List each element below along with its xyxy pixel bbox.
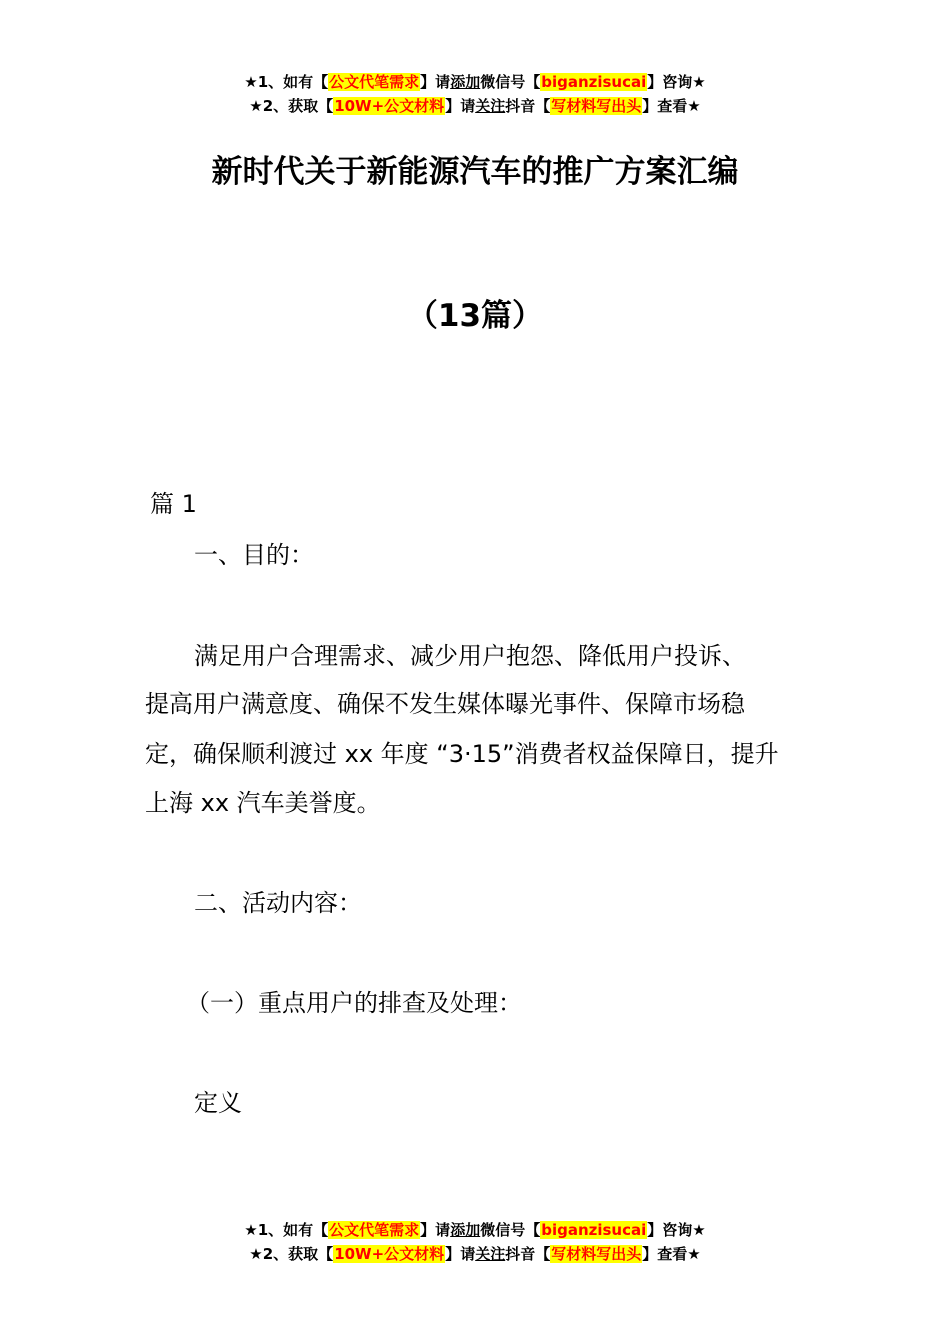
banner-line-1	[0, 1218, 950, 1242]
banner-text: 】查看★	[642, 1245, 701, 1263]
banner-text: 】请	[420, 73, 451, 91]
subsection-heading: （一）重点用户的排查及处理：	[186, 989, 522, 1017]
banner-line-2	[0, 1242, 950, 1266]
banner-text: 】咨询★	[647, 73, 706, 91]
banner-text: 微信号【	[480, 73, 541, 91]
banner-line-2	[0, 94, 950, 118]
highlight-text: 10W+公文材料	[334, 1245, 445, 1263]
wechat-id-highlight: biganzisucai	[541, 1221, 647, 1239]
underlined-text: 添加	[450, 73, 481, 91]
definition-label: 定义	[194, 1089, 242, 1117]
underlined-text: 添加	[450, 1221, 481, 1239]
footer-banner	[0, 1218, 950, 1266]
banner-text: ★2、获取【	[249, 1245, 334, 1263]
section-heading: 二、活动内容：	[194, 889, 362, 917]
banner-text: ★2、获取【	[249, 97, 334, 115]
underlined-text: 关注	[475, 97, 506, 115]
chapter-label: 篇 1	[150, 490, 197, 518]
banner-text: 微信号【	[480, 1221, 541, 1239]
highlight-text: 公文代笔需求	[329, 1221, 420, 1239]
document-subtitle: （13篇）	[406, 298, 544, 334]
banner-text: ★1、如有【	[244, 1221, 329, 1239]
banner-text: ★1、如有【	[244, 73, 329, 91]
document-title: 新时代关于新能源汽车的推广方案汇编	[211, 154, 739, 190]
douyin-highlight: 写材料写出头	[551, 97, 642, 115]
banner-text: 抖音【	[505, 97, 551, 115]
banner-text: 】请	[420, 1221, 451, 1239]
banner-text: 】请	[445, 1245, 476, 1263]
paragraph-line: 满足用户合理需求、减少用户抱怨、降低用户投诉、	[194, 642, 746, 670]
paragraph-line: 提高用户满意度、确保不发生媒体曝光事件、保障市场稳	[145, 690, 745, 718]
douyin-highlight: 写材料写出头	[551, 1245, 642, 1263]
underlined-text: 关注	[475, 1245, 506, 1263]
header-banner	[0, 70, 950, 118]
paragraph-line: 定，确保顺利渡过 xx 年度 “3·15”消费者权益保障日，提升	[145, 740, 779, 768]
section-heading: 一、目的：	[194, 541, 314, 569]
banner-text: 】查看★	[642, 97, 701, 115]
wechat-id-highlight: biganzisucai	[541, 73, 647, 91]
banner-text: 抖音【	[505, 1245, 551, 1263]
paragraph-line: 上海 xx 汽车美誉度。	[145, 789, 381, 817]
banner-line-1	[0, 70, 950, 94]
highlight-text: 10W+公文材料	[334, 97, 445, 115]
banner-text: 】请	[445, 97, 476, 115]
banner-text: 】咨询★	[647, 1221, 706, 1239]
highlight-text: 公文代笔需求	[329, 73, 420, 91]
